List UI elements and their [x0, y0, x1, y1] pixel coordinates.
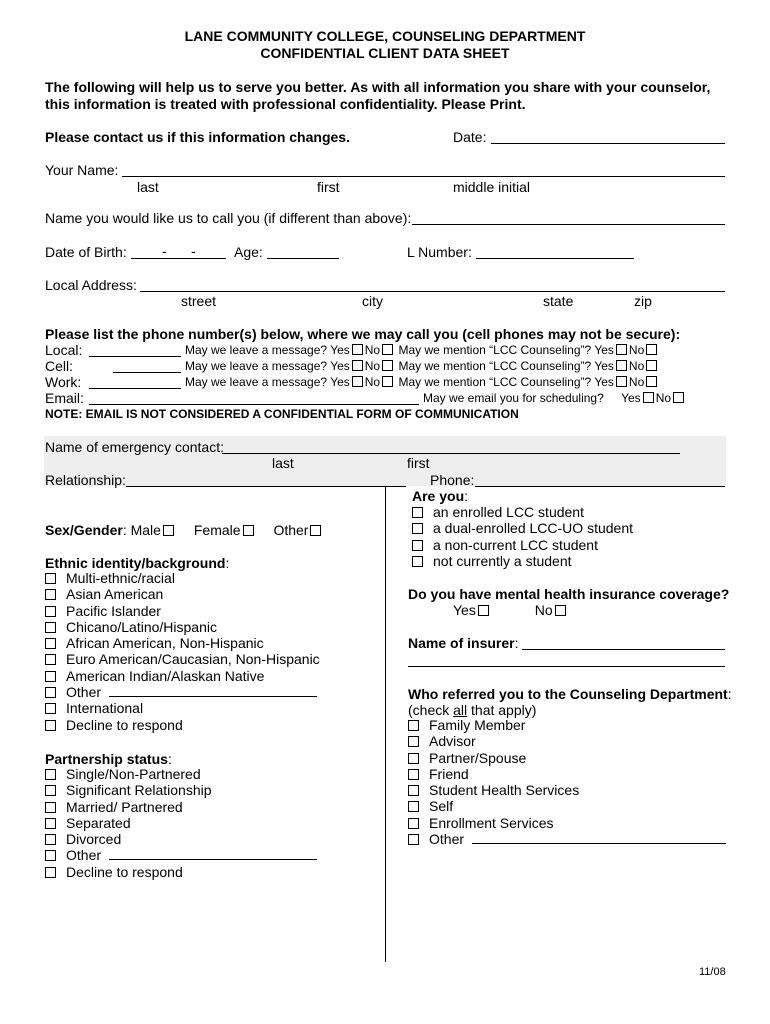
are-you-option[interactable] [412, 537, 633, 553]
checkbox[interactable] [412, 556, 423, 567]
emergency-first-caption: first [407, 455, 430, 471]
form-subtitle: CONFIDENTIAL CLIENT DATA SHEET [260, 45, 510, 61]
option-label: Enrollment Services [429, 814, 554, 831]
ethnic-option[interactable] [45, 700, 320, 716]
phone-work-label: Work: [45, 374, 82, 390]
no-label: No [364, 375, 381, 389]
email-yes-checkbox[interactable] [643, 392, 654, 403]
option-label: Pacific Islander [66, 602, 161, 619]
partnership-option[interactable] [45, 766, 317, 782]
name-middle-caption: middle initial [453, 179, 531, 195]
checkbox[interactable] [408, 801, 419, 812]
leave-message-no-checkbox[interactable] [382, 360, 393, 371]
address-zip-caption: zip [634, 293, 652, 309]
are-you-option[interactable] [412, 504, 633, 520]
option-label: Multi-ethnic/racial [66, 570, 175, 586]
date-field[interactable] [491, 143, 725, 144]
female-checkbox[interactable] [243, 525, 254, 536]
ethnic-heading-text: Ethnic identity/background [45, 555, 226, 571]
leave-message-no-checkbox[interactable] [382, 344, 393, 355]
no-label: No [628, 343, 645, 357]
emergency-phone-field[interactable] [475, 486, 725, 487]
referral-sub-pre: (check [408, 702, 454, 718]
emergency-phone-label: Phone: [430, 472, 475, 488]
ethnic-option[interactable] [45, 651, 320, 667]
leave-message-yes-checkbox[interactable] [352, 360, 363, 371]
email-schedule-label: May we email you for scheduling? [423, 391, 604, 405]
mention-no-checkbox[interactable] [646, 344, 657, 355]
email-label: Email: [45, 390, 84, 406]
insurer-label: Name of insurer: [408, 635, 519, 651]
sex-gender-label: Sex/Gender [45, 522, 123, 538]
phone-local-label: Local: [45, 342, 83, 358]
checkbox[interactable] [45, 720, 56, 731]
referral-sub-post: that apply) [467, 702, 537, 718]
checkbox[interactable] [408, 834, 419, 845]
name-first-caption: first [317, 179, 340, 195]
insurance-no-label: No [534, 602, 553, 618]
checkbox[interactable] [408, 818, 419, 829]
checkbox[interactable] [45, 622, 56, 633]
checkbox[interactable] [412, 540, 423, 551]
male-label: Male [130, 522, 161, 538]
referral-option[interactable] [408, 815, 726, 831]
intro-line-1: The following will help us to serve you better. As with all information you share with your counselor, [45, 79, 711, 95]
checkbox[interactable] [412, 523, 423, 534]
insurance-question: Do you have mental health insurance coverage? [408, 586, 730, 602]
referral-option[interactable] [408, 831, 726, 847]
referral-option[interactable] [408, 750, 726, 766]
yes-label: Yes [621, 391, 641, 405]
insurer-field[interactable] [522, 649, 725, 650]
checkbox[interactable] [45, 867, 56, 878]
other-gender-label: Other [273, 522, 309, 538]
checkbox[interactable] [45, 638, 56, 649]
no-label: No [628, 375, 645, 389]
no-label: No [628, 359, 645, 373]
email-schedule-options [423, 391, 686, 405]
checkbox[interactable] [45, 671, 56, 682]
referral-option[interactable] [408, 717, 726, 733]
mention-no-checkbox[interactable] [646, 376, 657, 387]
checkbox[interactable] [45, 606, 56, 617]
option-label: Advisor [429, 733, 476, 750]
option-label: Other [66, 847, 102, 864]
phone-cell-label: Cell: [45, 358, 74, 374]
no-label: No [364, 359, 381, 373]
ethnic-option[interactable] [45, 684, 320, 700]
option-label: Significant Relationship [66, 782, 212, 799]
insurance-yes-checkbox[interactable] [478, 605, 489, 616]
option-label: Chicano/Latino/Hispanic [66, 618, 217, 635]
emergency-name-label: Name of emergency contact: [45, 439, 224, 455]
mention-yes-checkbox[interactable] [616, 376, 627, 387]
dob-dash-1: - [162, 243, 167, 259]
intro-line-2: this information is treated with professional confidentiality. Please Print. [45, 96, 526, 112]
are-you-heading: Are you: [412, 488, 469, 504]
dob-label: Date of Birth: [45, 244, 127, 260]
leave-message-label: May we leave a message? Yes [185, 375, 350, 389]
checkbox[interactable] [45, 589, 56, 600]
checkbox[interactable] [45, 654, 56, 665]
option-label: a non-current LCC student [433, 536, 598, 553]
checkbox[interactable] [45, 818, 56, 829]
ethnic-option[interactable] [45, 570, 320, 586]
relationship-label: Relationship: [45, 472, 126, 488]
insurance-yes-label: Yes [453, 602, 476, 618]
option-label: Separated [66, 814, 131, 831]
address-state-caption: state [543, 293, 574, 309]
checkbox[interactable] [45, 687, 56, 698]
ethnic-option[interactable] [45, 619, 320, 635]
partnership-option[interactable] [45, 815, 317, 831]
email-note: NOTE: EMAIL IS NOT CONSIDERED A CONFIDENTIAL FORM OF COMMUNICATION [45, 407, 519, 421]
option-label: an enrolled LCC student [433, 504, 584, 520]
checkbox[interactable] [412, 507, 423, 518]
form-version: 11/08 [699, 966, 726, 978]
ethnic-option[interactable] [45, 635, 320, 651]
mention-label: May we mention “LCC Counseling”? Yes [398, 375, 614, 389]
option-label: Partner/Spouse [429, 749, 527, 766]
option-label: Other [66, 684, 102, 701]
ethnic-option[interactable] [45, 717, 320, 733]
insurer-field-line-2[interactable] [408, 666, 725, 667]
emergency-last-caption: last [272, 455, 294, 471]
option-label: Other [429, 831, 465, 848]
checkbox[interactable] [45, 802, 56, 813]
no-label: No [655, 391, 672, 405]
checkbox[interactable] [45, 850, 56, 861]
mention-label: May we mention “LCC Counseling”? Yes [398, 359, 614, 373]
preferred-name-label: Name you would like us to call you (if different than above): [45, 210, 412, 226]
leave-message-no-checkbox[interactable] [382, 376, 393, 387]
option-label: Decline to respond [66, 716, 183, 733]
checkbox[interactable] [45, 573, 56, 584]
female-label: Female [193, 522, 241, 538]
ethnic-options [45, 570, 320, 733]
address-label: Local Address: [45, 277, 137, 293]
referral-option[interactable] [408, 766, 726, 782]
your-name-field[interactable] [122, 176, 725, 177]
partnership-option[interactable] [45, 831, 317, 847]
your-name-label: Your Name: [45, 162, 119, 178]
ethnic-other-field[interactable] [109, 684, 317, 697]
emergency-name-field[interactable] [222, 453, 680, 454]
insurer-label-text: Name of insurer [408, 635, 515, 651]
ethnic-option[interactable] [45, 603, 320, 619]
referral-option[interactable] [408, 782, 726, 798]
insurance-options [453, 602, 568, 618]
referral-heading-text: Who referred you to the Counseling Department [408, 686, 728, 702]
email-field[interactable] [89, 404, 419, 405]
contact-note: Please contact us if this information changes. [45, 129, 350, 145]
dob-dash-2: - [191, 243, 196, 259]
preferred-name-field[interactable] [412, 224, 725, 225]
phone-heading: Please list the phone number(s) below, where we may call you (cell phones may not be secure): [45, 326, 681, 342]
address-field[interactable] [140, 291, 725, 292]
option-label: not currently a student [433, 552, 572, 569]
option-label: Married/ Partnered [66, 798, 183, 815]
referral-option[interactable] [408, 733, 726, 749]
phone-work-field[interactable] [89, 388, 181, 389]
phone-cell-options [185, 359, 659, 373]
phone-row [45, 342, 82, 358]
option-label: Decline to respond [66, 863, 183, 880]
referral-options [408, 717, 726, 847]
referral-other-field[interactable] [472, 831, 726, 844]
are-you-option[interactable] [412, 553, 633, 569]
are-you-options [412, 504, 633, 569]
option-label: a dual-enrolled LCC-UO student [433, 520, 633, 537]
option-label: Single/Non-Partnered [66, 766, 201, 782]
leave-message-label: May we leave a message? Yes [185, 359, 350, 373]
name-last-caption: last [137, 179, 159, 195]
mention-yes-checkbox[interactable] [616, 344, 627, 355]
phone-cell-field[interactable] [113, 372, 181, 373]
address-city-caption: city [362, 293, 383, 309]
age-label: Age: [234, 244, 263, 260]
mention-label: May we mention “LCC Counseling”? Yes [398, 343, 614, 357]
partnership-option[interactable] [45, 847, 317, 863]
leave-message-label: May we leave a message? Yes [185, 343, 350, 357]
phone-row [45, 374, 81, 390]
insurance-no-checkbox[interactable] [555, 605, 566, 616]
other-gender-checkbox[interactable] [310, 525, 321, 536]
option-label: Self [429, 798, 454, 815]
mention-yes-checkbox[interactable] [616, 360, 627, 371]
option-label: American Indian/Alaskan Native [66, 667, 265, 684]
leave-message-yes-checkbox[interactable] [352, 376, 363, 387]
referral-sub-all: all [453, 702, 468, 718]
checkbox[interactable] [408, 769, 419, 780]
referral-option[interactable] [408, 798, 726, 814]
option-label: Asian American [66, 586, 164, 603]
relationship-field[interactable] [126, 486, 406, 487]
option-label: Friend [429, 765, 469, 782]
leave-message-yes-checkbox[interactable] [352, 344, 363, 355]
partnership-option[interactable] [45, 864, 317, 880]
option-label: Student Health Services [429, 782, 580, 799]
referral-heading: Who referred you to the Counseling Department: [408, 686, 732, 702]
option-label: International [66, 700, 144, 717]
male-checkbox[interactable] [163, 525, 174, 536]
age-field[interactable] [267, 258, 339, 259]
email-no-checkbox[interactable] [673, 392, 684, 403]
partnership-option[interactable] [45, 782, 317, 798]
phone-local-field[interactable] [89, 356, 181, 357]
checkbox[interactable] [408, 785, 419, 796]
checkbox[interactable] [408, 720, 419, 731]
address-street-caption: street [181, 293, 217, 309]
column-divider [385, 486, 386, 962]
checkbox[interactable] [408, 736, 419, 747]
are-you-heading-text: Are you [412, 488, 465, 504]
no-label: No [364, 343, 381, 357]
option-label: Family Member [429, 717, 526, 733]
option-label: Euro American/Caucasian, Non-Hispanic [66, 651, 320, 668]
lnumber-label: L Number: [407, 244, 472, 260]
phone-row [45, 358, 73, 374]
checkbox[interactable] [408, 753, 419, 764]
ethnic-option[interactable] [45, 586, 320, 602]
checkbox[interactable] [45, 769, 56, 780]
partnership-other-field[interactable] [109, 847, 317, 860]
form-title: LANE COMMUNITY COLLEGE, COUNSELING DEPARTMENT [184, 28, 586, 44]
lnumber-field[interactable] [476, 258, 634, 259]
referral-subheading [408, 702, 536, 718]
date-label: Date: [453, 129, 487, 145]
phone-work-options [185, 375, 659, 389]
phone-local-options [185, 343, 659, 357]
partnership-heading-text: Partnership status [45, 751, 168, 767]
partnership-option[interactable] [45, 799, 317, 815]
dob-field[interactable] [131, 258, 226, 259]
checkbox[interactable] [45, 703, 56, 714]
option-label: Divorced [66, 831, 122, 848]
option-label: African American, Non-Hispanic [66, 635, 264, 652]
ethnic-option[interactable] [45, 668, 320, 684]
are-you-option[interactable] [412, 520, 633, 536]
checkbox[interactable] [45, 834, 56, 845]
mention-no-checkbox[interactable] [646, 360, 657, 371]
ethnic-heading: Ethnic identity/background: [45, 555, 230, 571]
partnership-heading: Partnership status: [45, 751, 172, 767]
partnership-options [45, 766, 317, 880]
sex-gender-row: Sex/Gender: Male Female Other [45, 522, 323, 538]
checkbox[interactable] [45, 785, 56, 796]
